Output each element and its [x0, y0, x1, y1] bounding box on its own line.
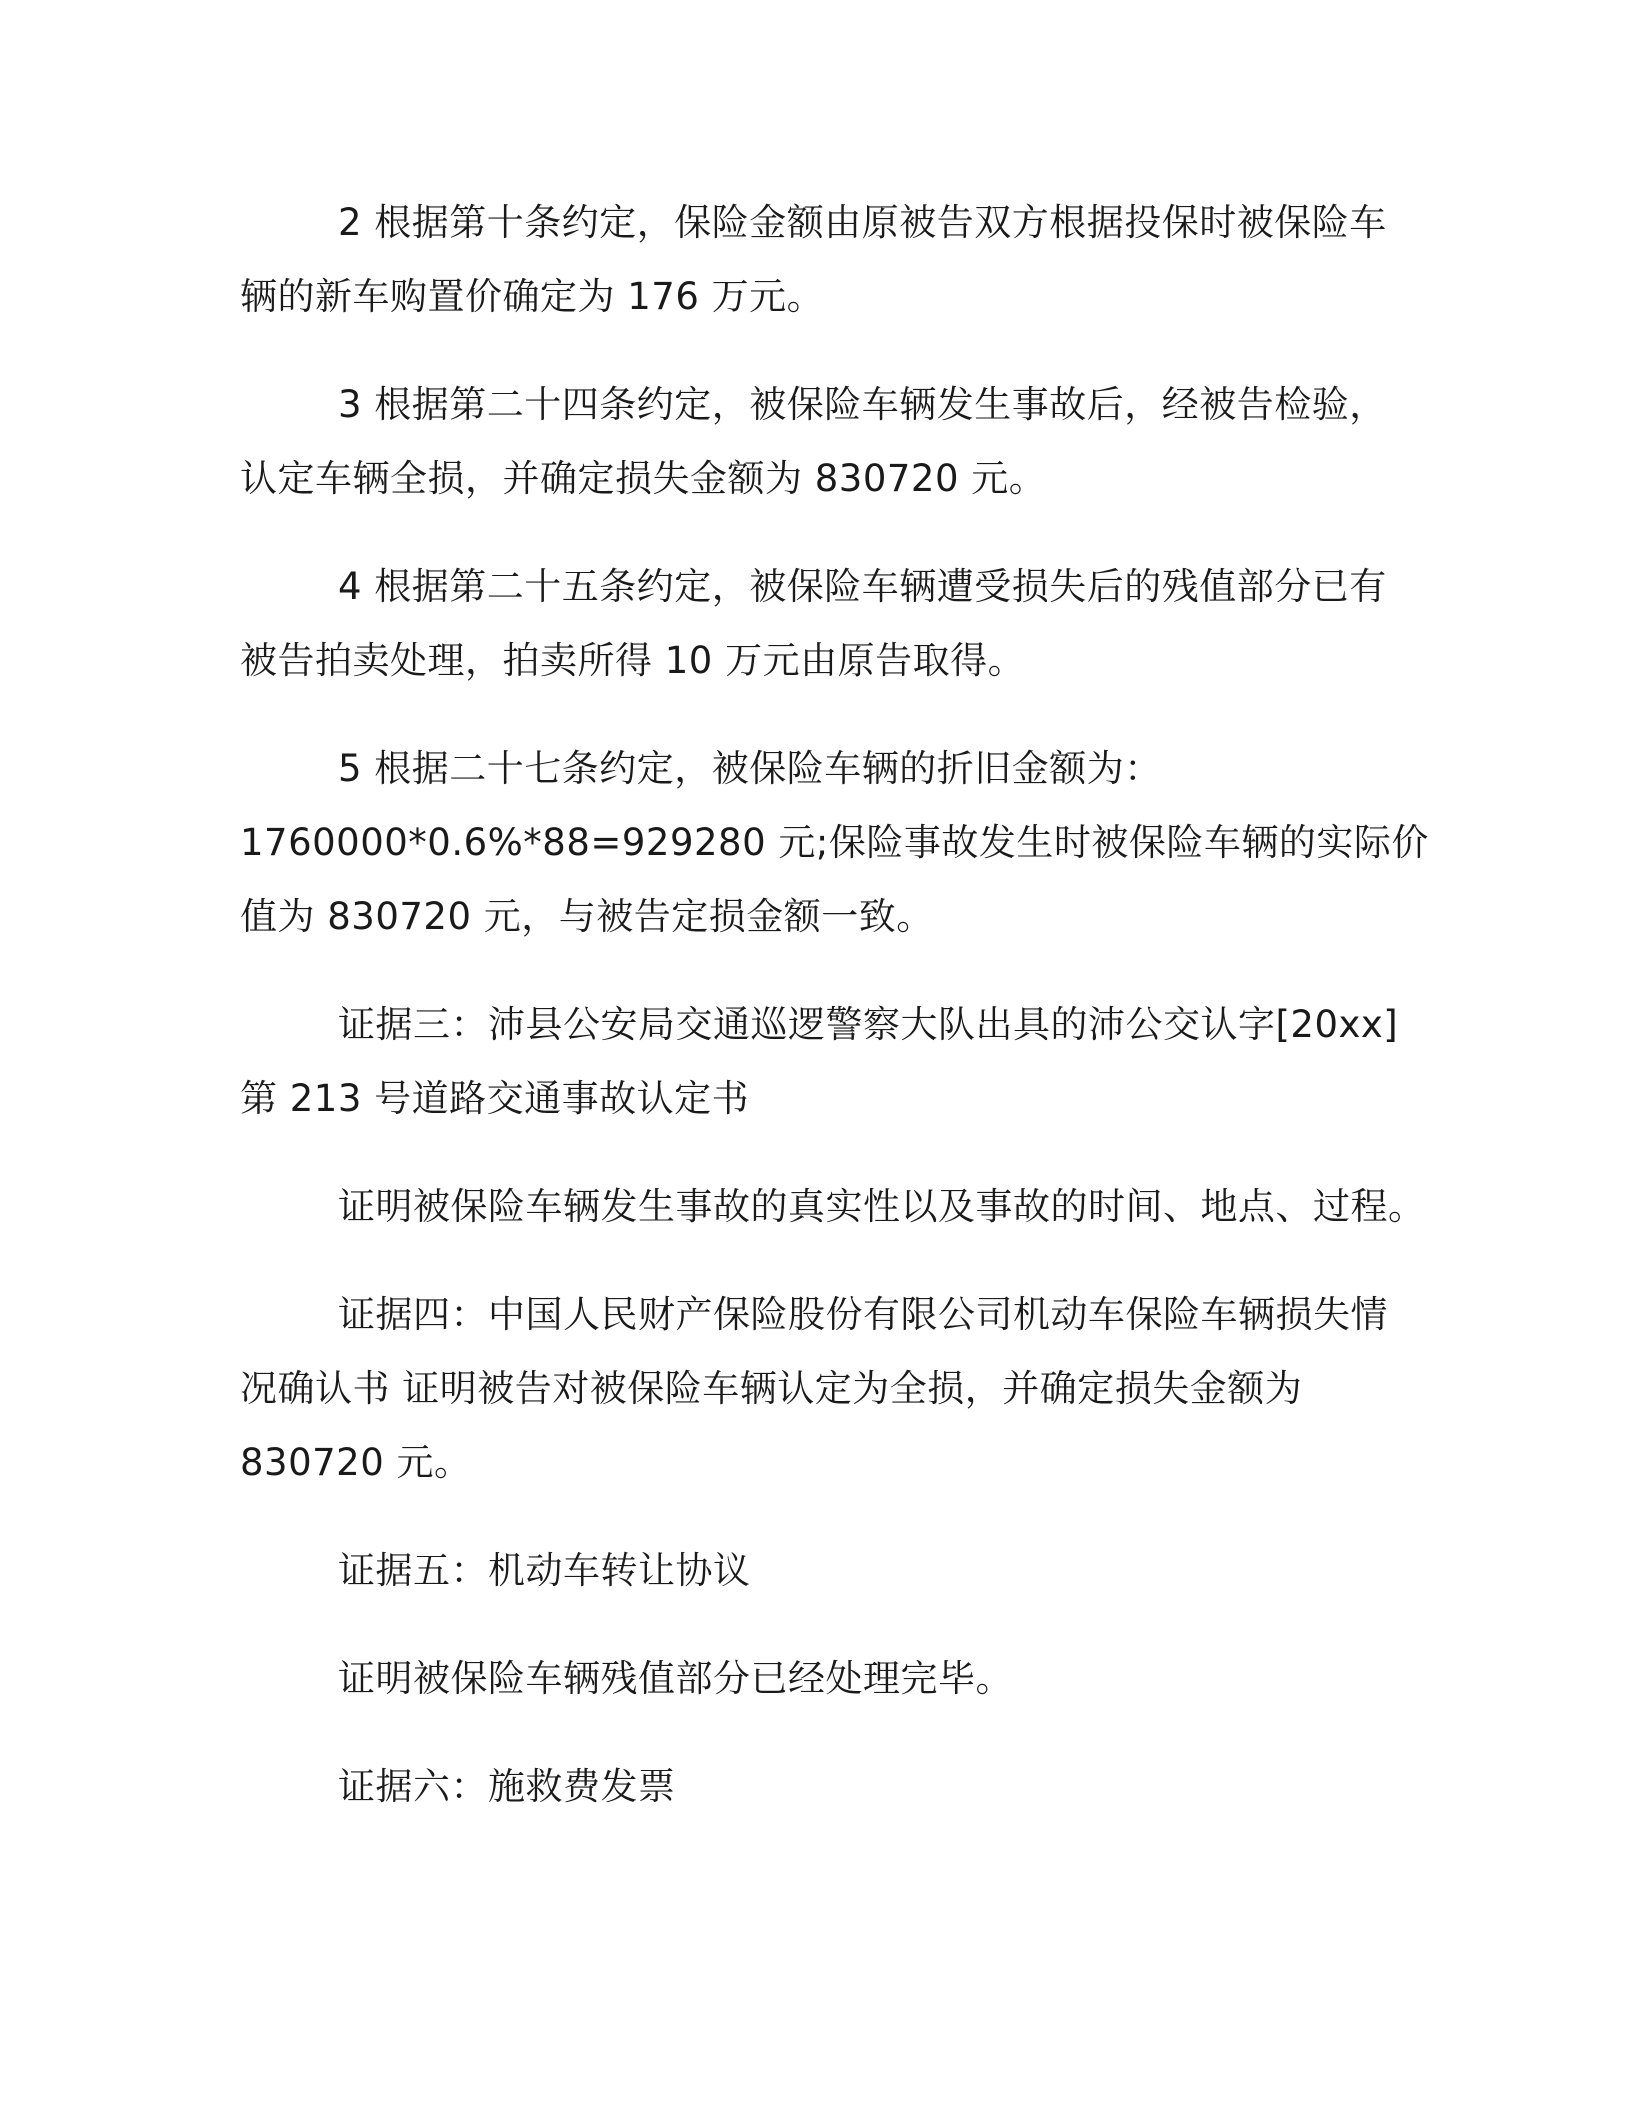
text-line: 830720 元。: [240, 1441, 472, 1484]
text-line: 值为 830720 元，与被告定损金额一致。: [240, 895, 934, 938]
text-line: 证据三：沛县公安局交通巡逻警察大队出具的沛公交认字[20xx]: [338, 1003, 1399, 1046]
text-line: 况确认书 证明被告对被保险车辆认定为全损，并确定损失金额为: [240, 1367, 1303, 1410]
text-line: 3 根据第二十四条约定，被保险车辆发生事故后，经被告检验，: [338, 383, 1387, 426]
paragraph-evidence-6: [240, 1750, 1410, 1824]
paragraph-evidence-4: [240, 1278, 1410, 1500]
paragraph-clause-24: [240, 368, 1410, 516]
document-body: [240, 186, 1429, 1858]
text-line: 证据四：中国人民财产保险股份有限公司机动车保险车辆损失情: [338, 1293, 1388, 1336]
text-line: 4 根据第二十五条约定，被保险车辆遭受损失后的残值部分已有: [338, 565, 1387, 608]
text-line: 证明被保险车辆发生事故的真实性以及事故的时间、地点、过程。: [338, 1185, 1426, 1228]
paragraph-clause-27: [240, 732, 1429, 954]
text-line: 5 根据二十七条约定，被保险车辆的折旧金额为：: [338, 747, 1162, 790]
text-line: 证明被保险车辆残值部分已经处理完毕。: [338, 1657, 1013, 1700]
text-line: 2 根据第十条约定，保险金额由原被告双方根据投保时被保险车: [338, 201, 1387, 244]
text-line: 1760000*0.6%*88=929280 元;保险事故发生时被保险车辆的实际价: [240, 821, 1429, 864]
text-line: 被告拍卖处理，拍卖所得 10 万元由原告取得。: [240, 639, 1026, 682]
text-line: 证据六：施救费发票: [338, 1765, 676, 1808]
paragraph-evidence-5: [240, 1534, 1410, 1608]
text-line: 辆的新车购置价确定为 176 万元。: [240, 275, 825, 318]
paragraph-evidence-3: [240, 988, 1410, 1136]
paragraph-evidence-5-description: [240, 1642, 1410, 1716]
text-line: 证据五：机动车转让协议: [338, 1549, 751, 1592]
paragraph-clause-10: [240, 186, 1410, 334]
paragraph-clause-25: [240, 550, 1410, 698]
text-line: 第 213 号道路交通事故认定书: [240, 1077, 750, 1120]
paragraph-evidence-3-description: [240, 1170, 1426, 1244]
text-line: 认定车辆全损，并确定损失金额为 830720 元。: [240, 457, 1047, 500]
